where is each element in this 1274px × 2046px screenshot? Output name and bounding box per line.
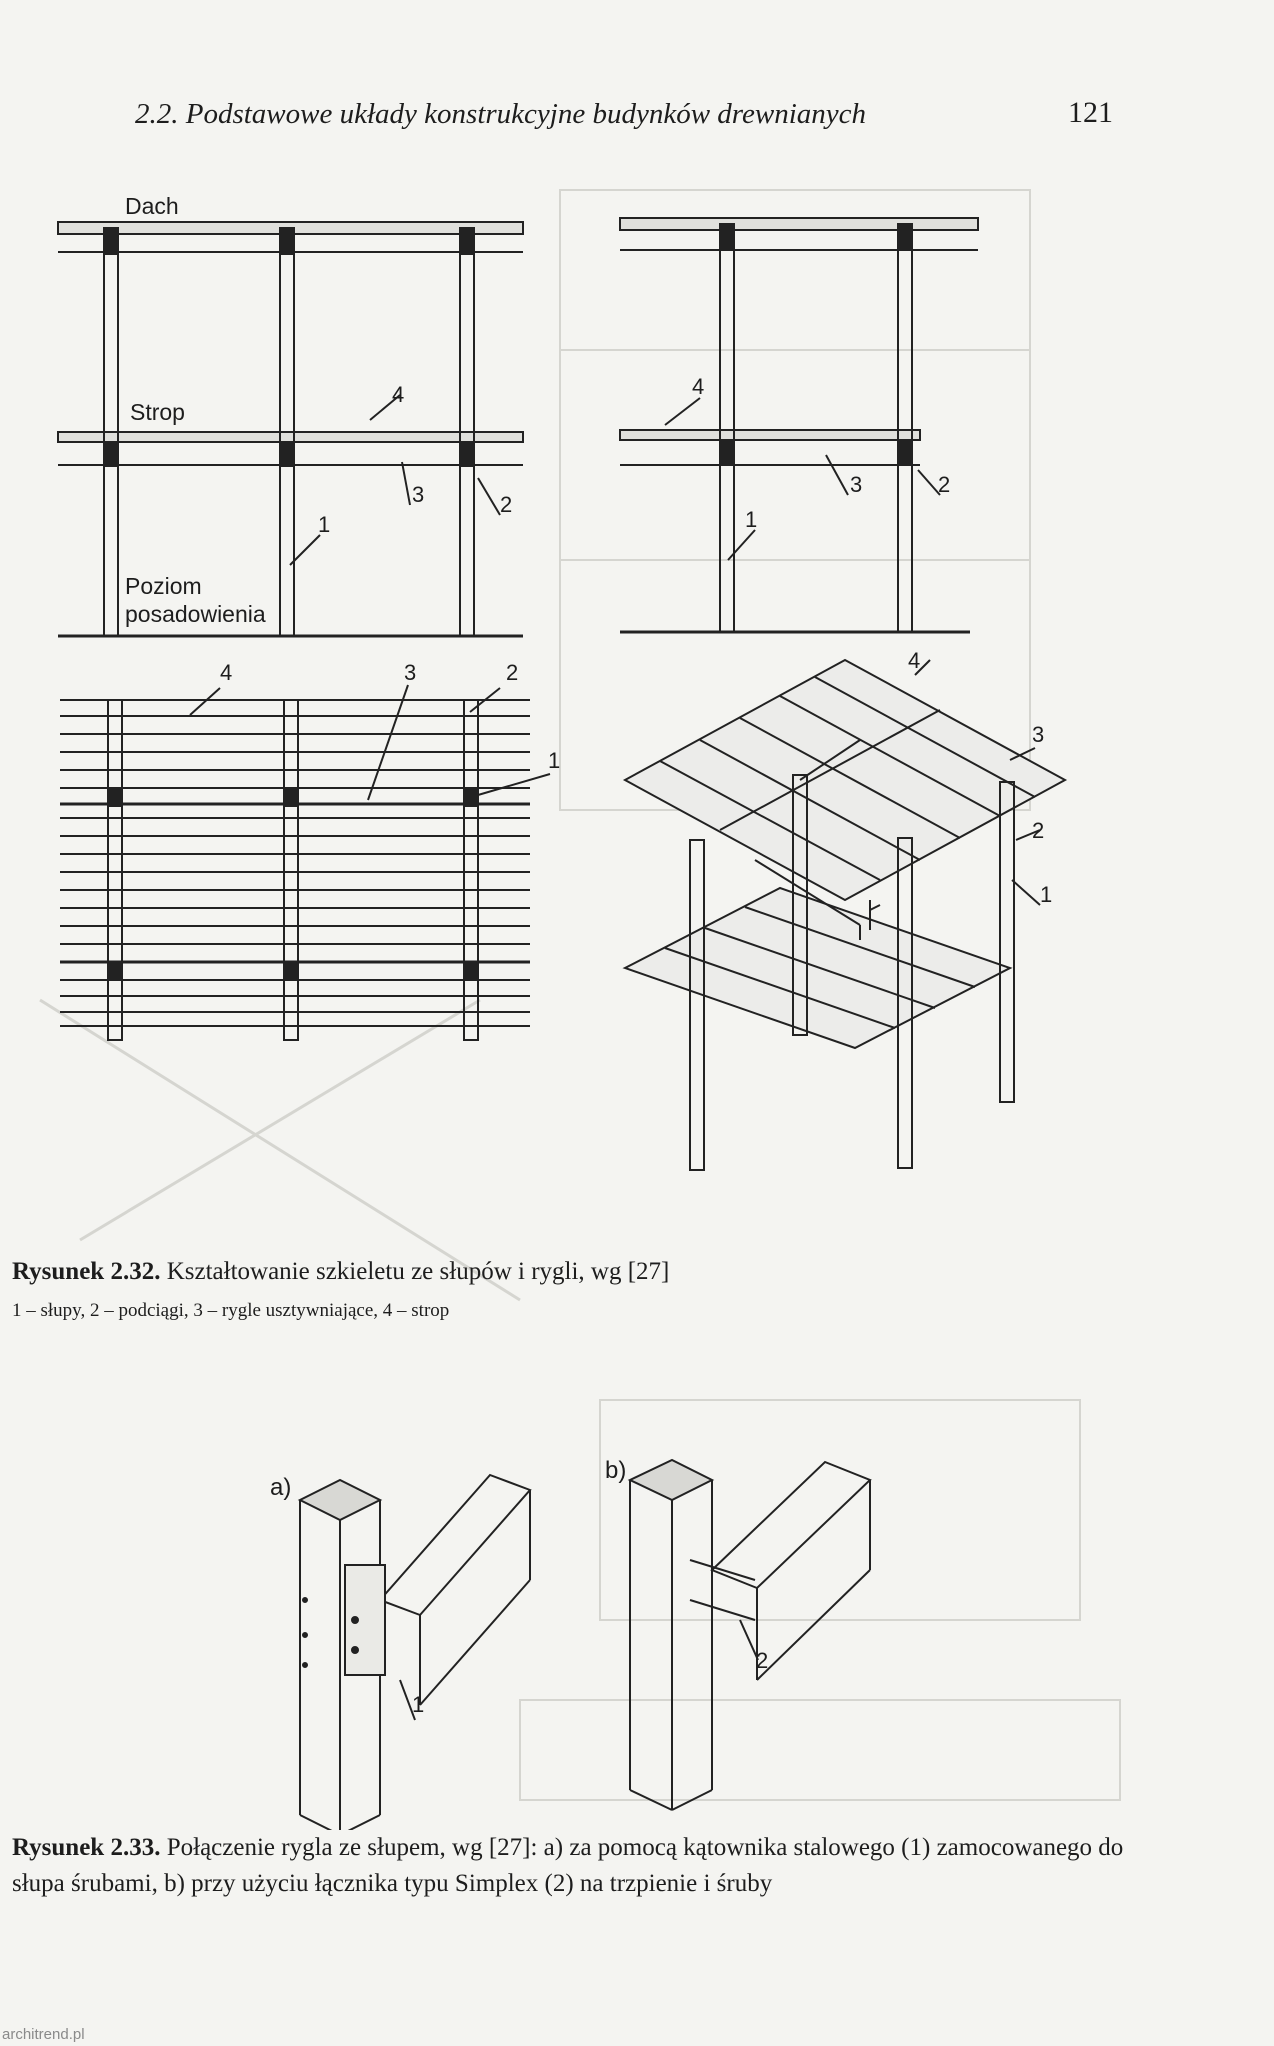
caption-2-33-number: Rysunek 2.33. [12, 1834, 161, 1861]
label-a: a) [270, 1474, 292, 1501]
label-number-4-right: 4 [692, 374, 705, 399]
label-number-2: 2 [500, 492, 513, 517]
joint-b-label-2: 2 [756, 1648, 769, 1673]
watermark: architrend.pl [2, 2026, 85, 2043]
label-number-1: 1 [318, 512, 331, 537]
plan-label-3: 3 [404, 660, 417, 685]
label-number-4: 4 [392, 382, 405, 407]
joint-b [630, 1460, 870, 1810]
legend-2-32: 1 – słupy, 2 – podciągi, 3 – rygle usztywniające, 4 – strop [12, 1300, 450, 1321]
label-number-2-right: 2 [938, 472, 951, 497]
iso-label-1: 1 [1040, 882, 1053, 907]
label-floor: Strop [130, 399, 185, 425]
label-b: b) [605, 1457, 627, 1484]
running-title: 2.2. Podstawowe układy konstrukcyjne budynków drewnianych [135, 98, 867, 130]
iso-label-2: 2 [1032, 818, 1045, 843]
caption-2-33-text: Połączenie rygla ze słupem, wg [27]: a) za pomocą kątownika stalowego (1) zamocowanego do słupa śrubami, b) przy użyciu łącznika typu Simplex (2) na trzpienie i śruby [12, 1834, 1124, 1897]
plan-label-2: 2 [506, 660, 519, 685]
caption-2-32-text: Kształtowanie szkieletu ze słupów i rygli, wg [27] [166, 1258, 670, 1285]
label-number-3: 3 [412, 482, 425, 507]
label-number-1-right: 1 [745, 507, 758, 532]
label-foundation-2: posadowienia [125, 601, 266, 627]
plan-label-1: 1 [548, 748, 561, 773]
iso-label-4: 4 [908, 648, 921, 673]
iso-label-3: 3 [1032, 722, 1045, 747]
label-foundation-1: Poziom [125, 573, 202, 599]
label-roof: Dach [125, 193, 179, 219]
caption-2-32-number: Rysunek 2.32. [12, 1258, 161, 1285]
plan-label-4: 4 [220, 660, 233, 685]
label-number-3-right: 3 [850, 472, 863, 497]
joint-a-label-1: 1 [412, 1692, 425, 1717]
caption-2-33 [12, 1830, 1132, 1902]
joint-a [300, 1475, 530, 1830]
page-number: 121 [1068, 96, 1113, 129]
